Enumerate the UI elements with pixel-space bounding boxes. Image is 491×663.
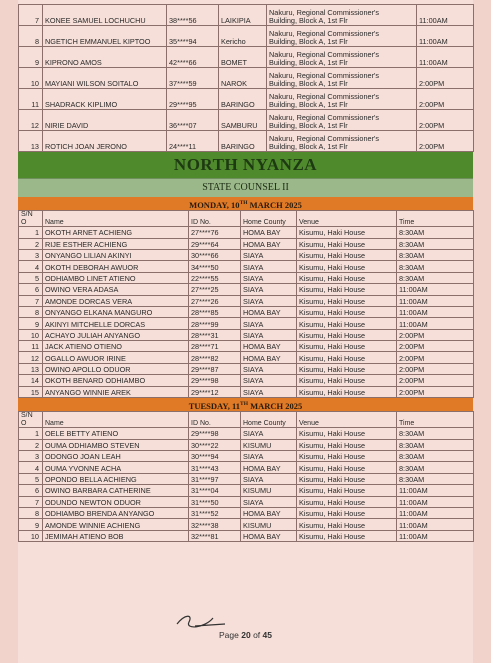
section-subtitle: STATE COUNSEL II: [18, 178, 473, 197]
venue: Kisumu, Haki House: [297, 306, 397, 317]
venue: Kisumu, Haki House: [297, 451, 397, 462]
interview-time: 8:30AM: [397, 462, 474, 473]
id-number: 30****94: [189, 451, 241, 462]
day-heading-date: TUESDAY, 11: [188, 400, 241, 411]
header-id: ID No.: [189, 412, 241, 428]
interview-time: 8:30AM: [397, 272, 474, 283]
interview-time: 8:30AM: [397, 439, 474, 450]
venue-line-2: Building, Block A, 1st Flr: [269, 99, 348, 109]
table-row: [19, 507, 474, 518]
venue-line-2: Building, Block A, 1st Flr: [269, 141, 348, 151]
id-number: 29****98: [189, 375, 241, 386]
venue-line-1: Nakuru, Regional Commissioner's: [269, 7, 380, 17]
candidate-name: OUMA ODHIAMBO STEVEN: [43, 439, 189, 450]
table-row: [19, 306, 474, 317]
home-county: SIAYA: [241, 284, 297, 295]
header-time: Time: [397, 412, 474, 428]
interview-time: 8:30AM: [397, 473, 474, 484]
candidate-name: AMONDE WINNIE ACHIENG: [43, 519, 189, 530]
row-number: 6: [19, 485, 43, 496]
id-number: 28****82: [189, 352, 241, 363]
row-number: 8: [19, 26, 43, 47]
interview-time: 2:00PM: [397, 363, 474, 374]
candidate-name: ANYANGO WINNIE AREK: [43, 386, 189, 397]
id-number: 29****95: [167, 89, 219, 110]
row-number: 6: [19, 284, 43, 295]
candidate-name: NGETICH EMMANUEL KIPTOO: [43, 26, 167, 47]
home-county: KISUMU: [241, 485, 297, 496]
candidate-name: OWINO BARBARA CATHERINE: [43, 485, 189, 496]
row-number: 2: [19, 439, 43, 450]
venue: Kisumu, Haki House: [297, 485, 397, 496]
home-county: BARINGO: [219, 131, 267, 152]
interview-time: 2:00PM: [397, 386, 474, 397]
venue: Kisumu, Haki House: [297, 363, 397, 374]
table-row: [19, 110, 474, 131]
id-number: 31****97: [189, 473, 241, 484]
candidate-name: KONEE SAMUEL LOCHUCHU: [43, 5, 167, 26]
venue: Kisumu, Haki House: [297, 295, 397, 306]
day-heading-suffix: TH: [240, 401, 248, 408]
id-number: 29****12: [189, 386, 241, 397]
venue: Kisumu, Haki House: [297, 352, 397, 363]
table-row: [19, 462, 474, 473]
candidate-name: OGALLO AWUOR IRINE: [43, 352, 189, 363]
row-number: 3: [19, 249, 43, 260]
interview-time: 2:00PM: [397, 341, 474, 352]
venue-line-1: Nakuru, Regional Commissioner's: [269, 28, 380, 38]
interview-time: 11:00AM: [417, 5, 474, 26]
id-number: 29****87: [189, 363, 241, 374]
row-number: 9: [19, 318, 43, 329]
home-county: SAMBURU: [219, 110, 267, 131]
home-county: KISUMU: [241, 439, 297, 450]
table-row: [19, 68, 474, 89]
venue: [267, 131, 417, 152]
venue: Kisumu, Haki House: [297, 261, 397, 272]
home-county: HOMA BAY: [241, 462, 297, 473]
venue-line-1: Nakuru, Regional Commissioner's: [269, 133, 380, 143]
table-row: [19, 89, 474, 110]
table-row: [19, 363, 474, 374]
venue: [267, 26, 417, 47]
home-county: BOMET: [219, 47, 267, 68]
interview-time: 11:00AM: [397, 295, 474, 306]
home-county: HOMA BAY: [241, 306, 297, 317]
venue: Kisumu, Haki House: [297, 428, 397, 439]
row-number: 12: [19, 352, 43, 363]
id-number: 27****25: [189, 284, 241, 295]
home-county: SIAYA: [241, 318, 297, 329]
candidate-name: ROTICH JOAN JERONO: [43, 131, 167, 152]
venue: Kisumu, Haki House: [297, 341, 397, 352]
candidate-name: ACHAYO JULIAH ANYANGO: [43, 329, 189, 340]
table-row: [19, 386, 474, 397]
id-number: 38****56: [167, 5, 219, 26]
row-number: 4: [19, 462, 43, 473]
interview-time: 2:00PM: [397, 352, 474, 363]
table-header-row: [19, 211, 474, 227]
id-number: 34****50: [189, 261, 241, 272]
home-county: SIAYA: [241, 386, 297, 397]
row-number: 9: [19, 47, 43, 68]
page-footer: [0, 630, 491, 640]
venue: Kisumu, Haki House: [297, 473, 397, 484]
header-county: Home County: [241, 211, 297, 227]
day-schedule-table: [18, 411, 474, 542]
interview-time: 11:00AM: [417, 47, 474, 68]
home-county: SIAYA: [241, 295, 297, 306]
header-name: Name: [43, 412, 189, 428]
interview-time: 11:00AM: [397, 284, 474, 295]
interview-time: 11:00AM: [397, 318, 474, 329]
document-page: [18, 0, 473, 663]
home-county: SIAYA: [241, 329, 297, 340]
row-number: 8: [19, 507, 43, 518]
venue: Kisumu, Haki House: [297, 507, 397, 518]
day-schedule-table: [18, 210, 474, 398]
candidate-name: ODHIAMBO LINET ATIENO: [43, 272, 189, 283]
venue-line-2: Building, Block A, 1st Flr: [269, 15, 348, 25]
table-row: [19, 428, 474, 439]
table-row: [19, 295, 474, 306]
page-footer-mid: of: [250, 630, 263, 640]
home-county: SIAYA: [241, 473, 297, 484]
header-id: ID No.: [189, 211, 241, 227]
candidate-name: OKOTH DEBORAH AWUOR: [43, 261, 189, 272]
row-number: 7: [19, 496, 43, 507]
interview-time: 11:00AM: [397, 485, 474, 496]
id-number: 29****64: [189, 238, 241, 249]
top-schedule-table: [18, 4, 474, 152]
day-heading: [18, 197, 473, 210]
venue-line-1: Nakuru, Regional Commissioner's: [269, 70, 380, 80]
header-county: Home County: [241, 412, 297, 428]
section-title: NORTH NYANZA: [18, 152, 473, 178]
row-number: 13: [19, 363, 43, 374]
table-row: [19, 439, 474, 450]
id-number: 37****59: [167, 68, 219, 89]
id-number: 36****07: [167, 110, 219, 131]
header-name: Name: [43, 211, 189, 227]
home-county: HOMA BAY: [241, 227, 297, 238]
row-number: 12: [19, 110, 43, 131]
interview-time: 11:00AM: [397, 530, 474, 541]
home-county: HOMA BAY: [241, 341, 297, 352]
row-number: 8: [19, 306, 43, 317]
table-row: [19, 47, 474, 68]
id-number: 28****99: [189, 318, 241, 329]
interview-time: 11:00AM: [417, 26, 474, 47]
home-county: SIAYA: [241, 261, 297, 272]
table-row: [19, 485, 474, 496]
table-row: [19, 131, 474, 152]
home-county: KISUMU: [241, 519, 297, 530]
table-row: [19, 473, 474, 484]
candidate-name: OUMA YVONNE ACHA: [43, 462, 189, 473]
home-county: NAROK: [219, 68, 267, 89]
interview-time: 8:30AM: [397, 249, 474, 260]
interview-time: 2:00PM: [397, 375, 474, 386]
table-row: [19, 272, 474, 283]
row-number: 1: [19, 227, 43, 238]
header-sn: S/N O: [19, 211, 43, 227]
venue: Kisumu, Haki House: [297, 318, 397, 329]
home-county: SIAYA: [241, 375, 297, 386]
table-row: [19, 519, 474, 530]
home-county: HOMA BAY: [241, 507, 297, 518]
interview-time: 11:00AM: [397, 519, 474, 530]
venue-line-2: Building, Block A, 1st Flr: [269, 120, 348, 130]
id-number: 32****81: [189, 530, 241, 541]
id-number: 42****66: [167, 47, 219, 68]
row-number: 7: [19, 295, 43, 306]
home-county: SIAYA: [241, 363, 297, 374]
signature-icon: [175, 610, 230, 632]
candidate-name: OWINO APOLLO ODUOR: [43, 363, 189, 374]
id-number: 27****26: [189, 295, 241, 306]
venue: Kisumu, Haki House: [297, 329, 397, 340]
home-county: SIAYA: [241, 428, 297, 439]
row-number: 15: [19, 386, 43, 397]
home-county: Kericho: [219, 26, 267, 47]
candidate-name: OPONDO BELLA ACHIENG: [43, 473, 189, 484]
row-number: 10: [19, 68, 43, 89]
home-county: HOMA BAY: [241, 530, 297, 541]
id-number: 24****11: [167, 131, 219, 152]
candidate-name: NIRIE DAVID: [43, 110, 167, 131]
candidate-name: ODONGO JOAN LEAH: [43, 451, 189, 462]
row-number: 10: [19, 329, 43, 340]
id-number: 30****22: [189, 439, 241, 450]
home-county: LAIKIPIA: [219, 5, 267, 26]
id-number: 31****04: [189, 485, 241, 496]
table-row: [19, 329, 474, 340]
id-number: 27****76: [189, 227, 241, 238]
table-row: [19, 496, 474, 507]
venue: [267, 89, 417, 110]
table-row: [19, 451, 474, 462]
row-number: 13: [19, 131, 43, 152]
venue-line-1: Nakuru, Regional Commissioner's: [269, 91, 380, 101]
venue-line-1: Nakuru, Regional Commissioner's: [269, 112, 380, 122]
id-number: 31****52: [189, 507, 241, 518]
candidate-name: ODUNDO NEWTON ODUOR: [43, 496, 189, 507]
id-number: 29****98: [189, 428, 241, 439]
venue: Kisumu, Haki House: [297, 462, 397, 473]
id-number: 28****71: [189, 341, 241, 352]
table-row: [19, 238, 474, 249]
day-heading-date: MONDAY, 10: [189, 199, 240, 210]
candidate-name: RIJE ESTHER ACHIENG: [43, 238, 189, 249]
venue: [267, 5, 417, 26]
table-row: [19, 26, 474, 47]
row-number: 5: [19, 473, 43, 484]
row-number: 10: [19, 530, 43, 541]
id-number: 28****85: [189, 306, 241, 317]
interview-time: 11:00AM: [397, 306, 474, 317]
candidate-name: AMONDE DORCAS VERA: [43, 295, 189, 306]
candidate-name: KIPRONO AMOS: [43, 47, 167, 68]
interview-time: 11:00AM: [397, 496, 474, 507]
row-number: 4: [19, 261, 43, 272]
venue: Kisumu, Haki House: [297, 375, 397, 386]
candidate-name: OKOTH ARNET ACHIENG: [43, 227, 189, 238]
id-number: 31****43: [189, 462, 241, 473]
interview-time: 8:30AM: [397, 428, 474, 439]
table-row: [19, 352, 474, 363]
header-sn: S/N O: [19, 412, 43, 428]
home-county: BARINGO: [219, 89, 267, 110]
page-footer-prefix: Page: [219, 630, 242, 640]
home-county: HOMA BAY: [241, 238, 297, 249]
candidate-name: AKINYI MITCHELLE DORCAS: [43, 318, 189, 329]
venue-line-2: Building, Block A, 1st Flr: [269, 78, 348, 88]
row-number: 3: [19, 451, 43, 462]
candidate-name: OWINO VERA ADASA: [43, 284, 189, 295]
table-row: [19, 249, 474, 260]
interview-time: 8:30AM: [397, 261, 474, 272]
day-heading-month: MARCH 2025: [247, 199, 302, 210]
page-total: 45: [262, 630, 272, 640]
candidate-name: JEMIMAH ATIENO BOB: [43, 530, 189, 541]
page-number: 20: [241, 630, 251, 640]
table-row: [19, 284, 474, 295]
venue: Kisumu, Haki House: [297, 386, 397, 397]
home-county: HOMA BAY: [241, 352, 297, 363]
venue: Kisumu, Haki House: [297, 272, 397, 283]
interview-time: 2:00PM: [417, 89, 474, 110]
day-heading-suffix: TH: [239, 200, 248, 206]
home-county: SIAYA: [241, 272, 297, 283]
venue: [267, 68, 417, 89]
venue: [267, 47, 417, 68]
venue: Kisumu, Haki House: [297, 227, 397, 238]
row-number: 14: [19, 375, 43, 386]
venue: Kisumu, Haki House: [297, 284, 397, 295]
id-number: 28****31: [189, 329, 241, 340]
candidate-name: SHADRACK KIPLIMO: [43, 89, 167, 110]
id-number: 31****50: [189, 496, 241, 507]
id-number: 22****55: [189, 272, 241, 283]
header-time: Time: [397, 211, 474, 227]
interview-time: 8:30AM: [397, 451, 474, 462]
venue: Kisumu, Haki House: [297, 519, 397, 530]
table-row: [19, 227, 474, 238]
venue-line-2: Building, Block A, 1st Flr: [269, 36, 348, 46]
day-heading-month: MARCH 2025: [247, 400, 303, 411]
interview-time: 8:30AM: [397, 227, 474, 238]
table-header-row: [19, 412, 474, 428]
venue: Kisumu, Haki House: [297, 238, 397, 249]
table-row: [19, 375, 474, 386]
venue: Kisumu, Haki House: [297, 496, 397, 507]
row-number: 2: [19, 238, 43, 249]
venue: Kisumu, Haki House: [297, 439, 397, 450]
table-row: [19, 5, 474, 26]
candidate-name: ONYANGO LILIAN AKINYI: [43, 249, 189, 260]
id-number: 30****66: [189, 249, 241, 260]
id-number: 32****38: [189, 519, 241, 530]
candidate-name: ODHIAMBO BRENDA ANYANGO: [43, 507, 189, 518]
venue-line-2: Building, Block A, 1st Flr: [269, 57, 348, 67]
table-row: [19, 318, 474, 329]
home-county: SIAYA: [241, 249, 297, 260]
table-row: [19, 341, 474, 352]
row-number: 11: [19, 341, 43, 352]
candidate-name: OKOTH BENARD ODHIAMBO: [43, 375, 189, 386]
candidate-name: OELE BETTY ATIENO: [43, 428, 189, 439]
table-row: [19, 261, 474, 272]
candidate-name: ONYANGO ELKANA MANGURO: [43, 306, 189, 317]
header-venue: Venue: [297, 412, 397, 428]
interview-time: 2:00PM: [417, 68, 474, 89]
header-venue: Venue: [297, 211, 397, 227]
id-number: 35****94: [167, 26, 219, 47]
row-number: 7: [19, 5, 43, 26]
home-county: SIAYA: [241, 451, 297, 462]
interview-time: 2:00PM: [417, 110, 474, 131]
venue: Kisumu, Haki House: [297, 530, 397, 541]
row-number: 5: [19, 272, 43, 283]
interview-time: 8:30AM: [397, 238, 474, 249]
interview-time: 11:00AM: [397, 507, 474, 518]
day-heading: [18, 398, 473, 411]
venue-line-1: Nakuru, Regional Commissioner's: [269, 49, 380, 59]
home-county: SIAYA: [241, 496, 297, 507]
candidate-name: MAYIANI WILSON SOITALO: [43, 68, 167, 89]
candidate-name: JACK ATIENO OTIENO: [43, 341, 189, 352]
table-row: [19, 530, 474, 541]
row-number: 11: [19, 89, 43, 110]
interview-time: 2:00PM: [417, 131, 474, 152]
row-number: 9: [19, 519, 43, 530]
row-number: 1: [19, 428, 43, 439]
interview-time: 2:00PM: [397, 329, 474, 340]
venue: Kisumu, Haki House: [297, 249, 397, 260]
venue: [267, 110, 417, 131]
